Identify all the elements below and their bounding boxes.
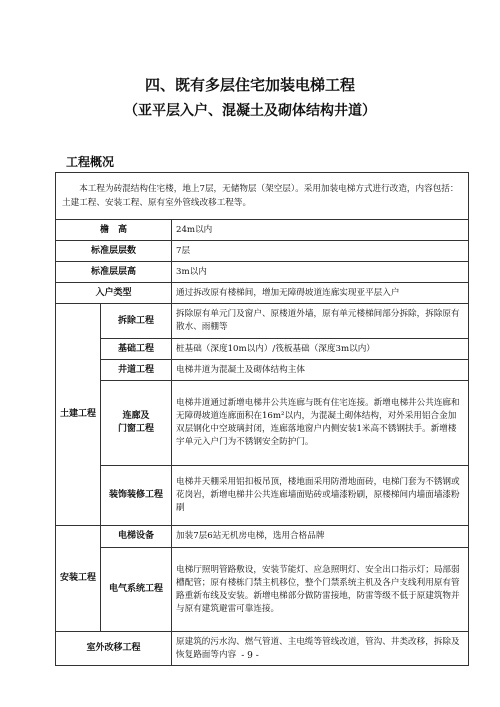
page-number: - 9 - xyxy=(241,651,259,661)
foundation-label: 基础工程 xyxy=(101,339,172,360)
floors-label: 标准层层数 xyxy=(56,241,172,262)
table-row xyxy=(56,220,469,241)
outdoor-value: 原建筑的污水沟、燃气管道、主电缆等管线改道，管沟、井类改移，拆除及恢复路面等内容 xyxy=(172,632,469,666)
table-row xyxy=(56,381,469,466)
install-group-label: 安装工程 xyxy=(56,526,101,632)
page-subtitle: （亚平层入户、混凝土及砌体结构井道） xyxy=(124,103,376,119)
elevator-label: 电梯设备 xyxy=(101,526,172,548)
corridor-value: 电梯井道通过新增电梯井公共连廊与既有住宅连接。新增电梯井公共连廊和无障碍坡道连廊面积在16m²以内，为混凝土砌体结构，对外采用铝合金加双层钢化中空玻璃封闭，连廊落地窗户内侧安装1米高不锈钢扶手。新增楼宇单元入户门为不锈钢安全防护门。 xyxy=(172,381,469,466)
entry-label: 入户类型 xyxy=(56,283,172,304)
height-label: 标准层层高 xyxy=(56,262,172,283)
shaft-label: 井道工程 xyxy=(101,360,172,381)
demolish-label: 拆除工程 xyxy=(101,304,172,339)
electrical-value: 电梯厅照明管路敷设，安装节能灯、应急照明灯、安全出口指示灯；局部弱槽配管；原有楼栋门禁主机移位，整个门禁系统主机及各户支线利用原有管路重新布线及安装。新增电梯部分做防雷接地，防雷等级不低于原建筑物并与原有建筑避雷可靠连接。 xyxy=(172,548,469,632)
decor-label: 装饰装修工程 xyxy=(101,466,172,526)
table-row xyxy=(56,526,469,548)
table-row xyxy=(56,262,469,283)
table-row xyxy=(56,360,469,381)
eaves-label: 檐 高 xyxy=(56,220,172,241)
section-heading: 工程概况 xyxy=(66,155,115,169)
corridor-label-line1: 连廊及 xyxy=(122,411,150,421)
intro-text: 本工程为砖混结构住宅楼，地上7层，无储物层（架空层）。采用加装电梯方式进行改造，内容包括：土建工程、安装工程、原有室外管线改移工程等。 xyxy=(56,173,469,220)
floors-value: 7层 xyxy=(172,241,469,262)
demolish-value: 拆除原有单元门及窗户、原楼道外墙，原有单元楼梯间部分拆除，拆除原有散水、雨棚等 xyxy=(172,304,469,339)
corridor-label xyxy=(101,381,172,466)
decor-value: 电梯井天棚采用铝扣板吊顶，楼地面采用防滑地面砖，电梯门套为不锈钢或花岗岩，新增电梯井公共连廊墙面贴砖或墙漆粉刷，原楼梯间内墙面墙漆粉刷 xyxy=(172,466,469,526)
page-title: 四、既有多层住宅加装电梯工程 xyxy=(144,76,355,94)
civil-group-label: 土建工程 xyxy=(56,304,101,526)
outdoor-label: 室外改移工程 xyxy=(56,632,172,666)
height-value: 3m以内 xyxy=(172,262,469,283)
table-row xyxy=(56,283,469,304)
entry-value: 通过拆改原有楼梯间，增加无障碍坡道连廊实现亚平层入户 xyxy=(172,283,469,304)
table-row xyxy=(56,548,469,632)
table-row xyxy=(56,466,469,526)
table-row xyxy=(56,304,469,339)
corridor-label-line2: 门窗工程 xyxy=(117,424,154,434)
foundation-value: 桩基础（深度10m以内）/筏板基础（深度3m以内） xyxy=(172,339,469,360)
shaft-value: 电梯井道为混凝土及砌体结构主体 xyxy=(172,360,469,381)
electrical-label: 电气系统工程 xyxy=(101,548,172,632)
table-row xyxy=(56,241,469,262)
eaves-value: 24m以内 xyxy=(172,220,469,241)
project-overview-table xyxy=(55,172,469,666)
elevator-value: 加装7层6站无机房电梯，选用合格品牌 xyxy=(172,526,469,548)
table-row xyxy=(56,173,469,220)
table-row xyxy=(56,339,469,360)
